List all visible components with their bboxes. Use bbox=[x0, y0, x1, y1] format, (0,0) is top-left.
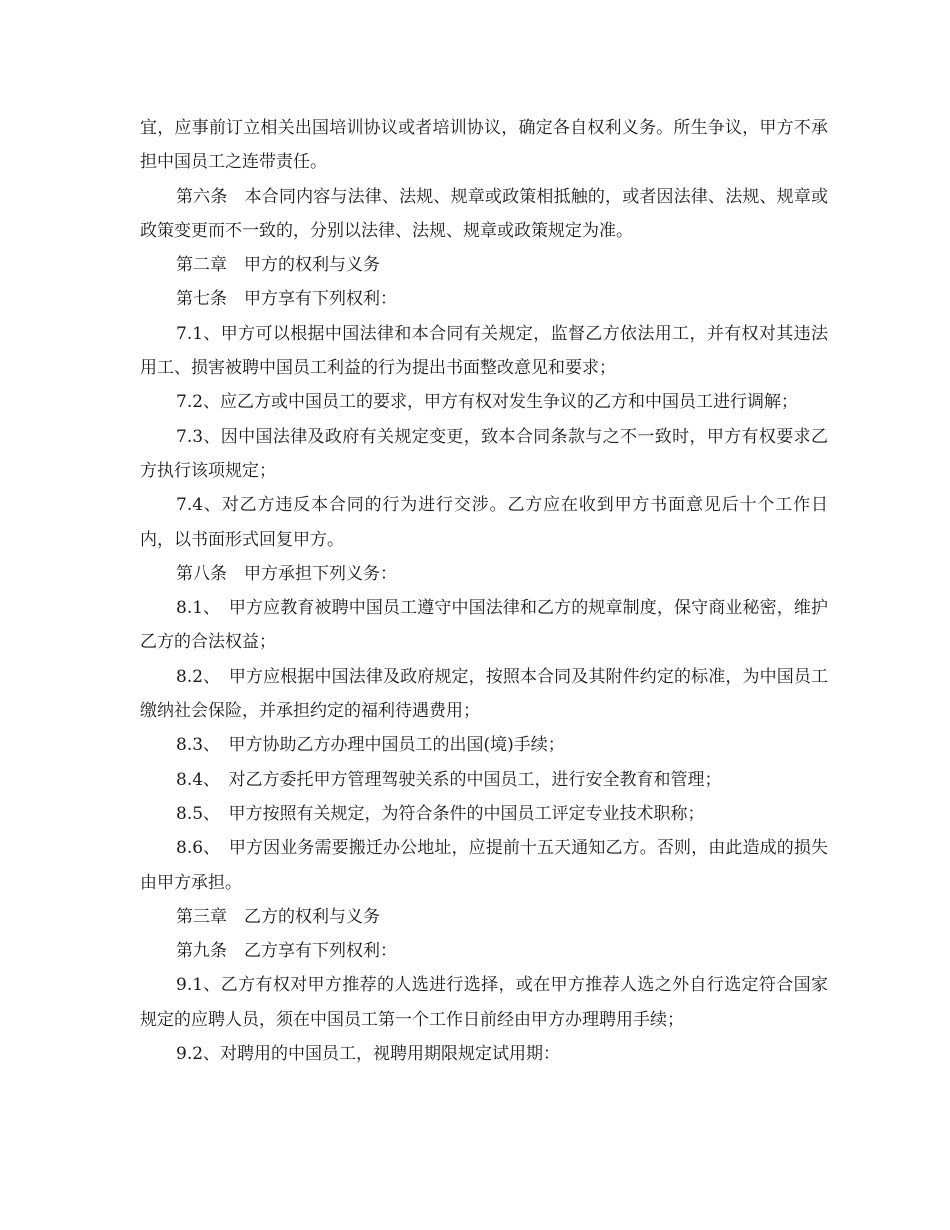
clause-8-6: 8.6、 甲方因业务需要搬迁办公地址，应提前十五天通知乙方。否则，由此造成的损失由甲方承担。 bbox=[140, 838, 828, 893]
article-6: 第六条 本合同内容与法律、法规、规章或政策相抵触的，或者因法律、法规、规章或政策变更而不一致的，分别以法律、法规、规章或政策规定为准。 bbox=[140, 186, 828, 241]
clause-7-2: 7.2、应乙方或中国员工的要求，甲方有权对发生争议的乙方和中国员工进行调解； bbox=[176, 392, 799, 413]
chapter-2-heading: 第二章 甲方的权利与义务 bbox=[176, 255, 380, 276]
clause-7-3: 7.3、因中国法律及政府有关规定变更，致本合同条款与之不一致时，甲方有权要求乙方执行该项规定； bbox=[140, 426, 828, 481]
chapter-3-heading: 第三章 乙方的权利与义务 bbox=[176, 906, 380, 927]
clause-8-1: 8.1、 甲方应教育被聘中国员工遵守中国法律和乙方的规章制度，保守商业秘密，维护乙方的合法权益； bbox=[140, 598, 828, 653]
clause-8-5: 8.5、 甲方按照有关规定，为符合条件的中国员工评定专业技术职称； bbox=[176, 803, 705, 824]
paragraph-continuation: 宜，应事前订立相关出国培训协议或者培训协议，确定各自权利义务。所生争议，甲方不承担中国员工之连带责任。 bbox=[140, 118, 828, 173]
clause-8-4: 8.4、 对乙方委托甲方管理驾驶关系的中国员工，进行安全教育和管理； bbox=[176, 769, 722, 790]
clause-8-2: 8.2、 甲方应根据中国法律及政府规定，按照本合同及其附件约定的标准，为中国员工缴纳社会保险，并承担约定的福利待遇费用； bbox=[140, 666, 828, 722]
article-9-heading: 第九条 乙方享有下列权利： bbox=[176, 941, 397, 962]
clause-8-3: 8.3、 甲方协助乙方办理中国员工的出国(境)手续； bbox=[176, 735, 565, 756]
clause-7-4: 7.4、对乙方违反本合同的行为进行交涉。乙方应在收到甲方书面意见后十个工作日内，以书面形式回复甲方。 bbox=[140, 495, 828, 550]
clause-7-1: 7.1、甲方可以根据中国法律和本合同有关规定，监督乙方依法用工，并有权对其违法用工、损害被聘中国员工利益的行为提出书面整改意见和要求； bbox=[140, 323, 828, 379]
article-8-heading: 第八条 甲方承担下列义务： bbox=[176, 563, 397, 584]
clause-9-1: 9.1、乙方有权对甲方推荐的人选进行选择，或在甲方推荐人选之外自行选定符合国家规定的应聘人员，须在中国员工第一个工作日前经由甲方办理聘用手续； bbox=[140, 975, 828, 1030]
contract-text-body bbox=[140, 111, 828, 1071]
clause-9-2: 9.2、对聘用的中国员工，视聘用期限规定试用期： bbox=[176, 1044, 561, 1065]
article-7-heading: 第七条 甲方享有下列权利： bbox=[176, 289, 397, 310]
